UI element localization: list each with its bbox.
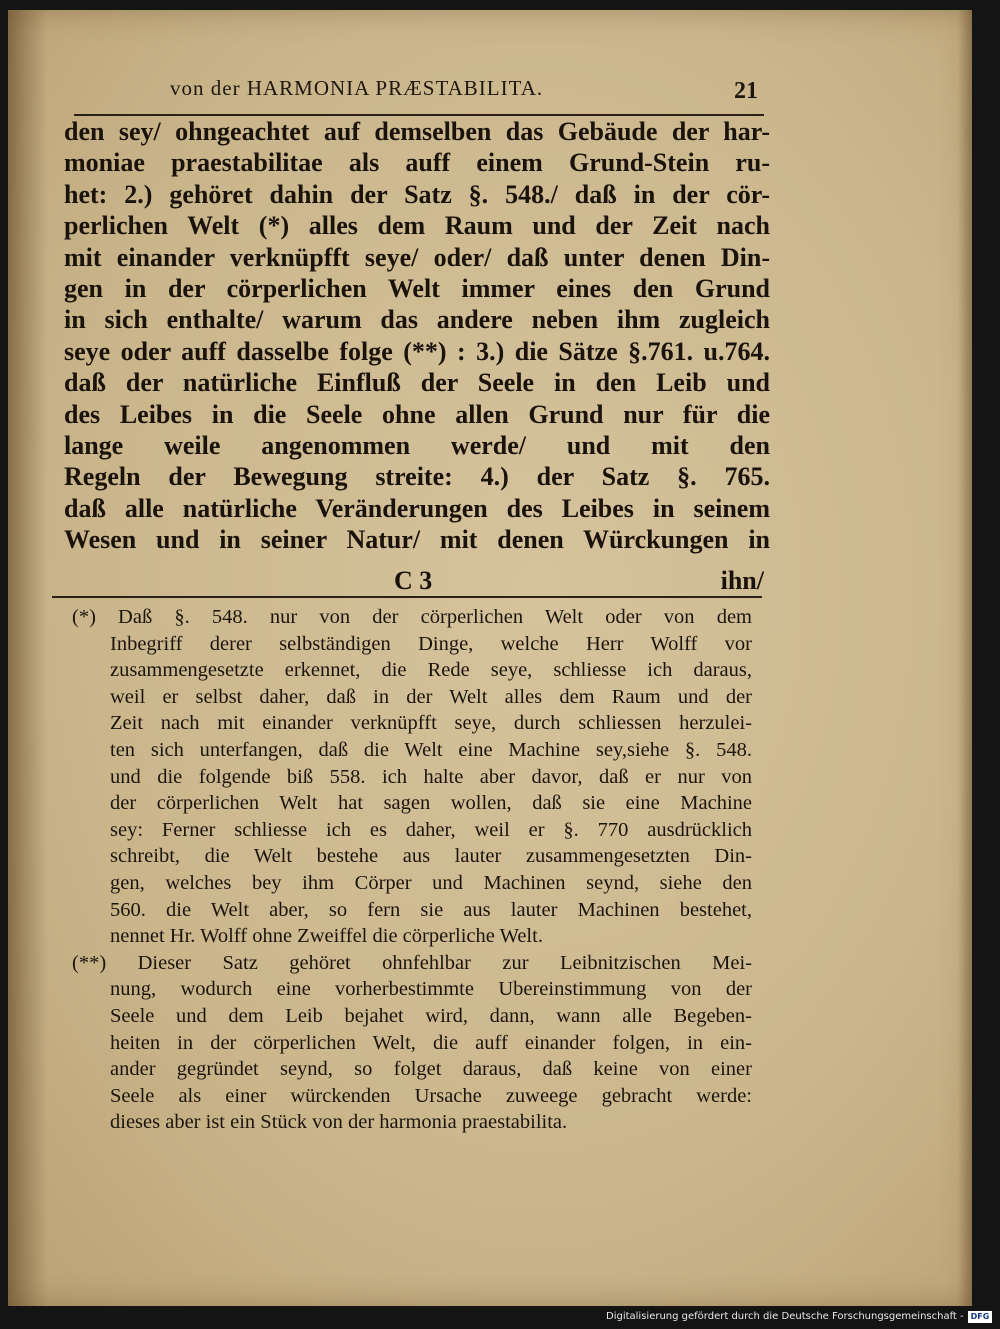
main-text-line: den sey/ ohngeachtet auf demselben das Gebäude der har- [64,117,770,146]
footnote-line: und die folgende biß 558. ich halte aber davor, daß er nur von [110,765,752,788]
footnote-line: ten sich unterfangen, daß die Welt eine Machine sey,siehe §. 548. [110,738,752,761]
footnote-line: Seele als einer würckenden Ursache zuweege gebracht werde: [110,1084,752,1107]
main-text-line: moniae praestabilitae als auff einem Grund-Stein ru- [64,148,770,178]
running-head: von der HARMONIA PRÆSTABILITA. [170,76,544,100]
catchword: ihn/ [720,566,764,595]
main-text-line: Regeln der Bewegung streite: 4.) der Satz §. 765. [64,462,770,492]
main-text-line: daß der natürliche Einfluß der Seele in den Leib und [64,368,770,398]
footnote-line: (*) Daß §. 548. nur von der cörperlichen Welt oder von dem [72,606,752,628]
main-text-line: daß alle natürliche Veränderungen des Leibes in seinem [64,493,770,523]
footnote-line: Zeit nach mit einander verknüpfft seye, durch schliessen herzulei- [110,712,752,735]
page-gutter-shadow [8,10,48,1306]
signature-row [64,566,764,596]
dfg-logo: DFG [968,1311,992,1323]
page-header [98,76,758,116]
footnote-line: der cörperlichen Welt hat sagen wollen, daß sie eine Machine [110,792,752,815]
main-text-line: in sich enthalte/ warum das andere neben ihm zugleich [64,305,770,335]
page-number: 21 [734,78,758,104]
footnote-line: Inbegriff derer selbständigen Dinge, welche Herr Wolff vor [110,632,752,655]
main-text-line: gen in der cörperlichen Welt immer eines den Grund [64,273,770,303]
book-page [8,10,972,1306]
footnote-line: 560. die Welt aber, so fern sie aus lauter Machinen bestehet, [110,898,752,921]
main-text-line: lange weile angenommen werde/ und mit den [64,430,770,460]
footnote-line: schreibt, die Welt bestehe aus lauter zusammengesetzten Din- [110,845,752,868]
main-text [64,116,770,555]
footnote-rule [52,596,762,598]
footnote-line: heiten in der cörperlichen Welt, die auff einander folgen, in ein- [110,1031,752,1054]
main-text-line: des Leibes in die Seele ohne allen Grund nur für die [64,399,770,429]
footnote-line: dieses aber ist ein Stück von der harmonia praestabilita. [110,1111,568,1134]
main-text-line: Wesen und in seiner Natur/ mit denen Würckungen in [64,525,770,555]
footnote-line: nennet Hr. Wolff ohne Zweiffel die cörperliche Welt. [110,925,543,948]
footnote-line: nung, wodurch eine vorherbestimmte Ubereinstimmung von der [110,978,752,1001]
main-text-line: perlichen Welt (*) alles dem Raum und der Zeit nach [64,211,770,241]
footnote-line: zusammengesetzte erkennet, die Rede seye, schliesse ich daraus, [110,659,752,682]
footnote-line: weil er selbst daher, daß in der Welt alles dem Raum und der [110,685,752,708]
main-text-line: mit einander verknüpfft seye/ oder/ daß unter denen Din- [64,242,770,272]
footnote-line: ander gegründet seynd, so folget daraus, daß keine von einer [110,1058,752,1081]
footnote-line: Seele und dem Leib bejahet wird, dann, wann alle Begeben- [110,1004,752,1027]
footnote-line: gen, welches bey ihm Cörper und Machinen seynd, siehe den [110,871,752,894]
footnote-line: (**) Dieser Satz gehöret ohnfehlbar zur Leibnitzischen Mei- [72,951,752,974]
footnotes [72,604,752,1136]
main-text-line: seye oder auff dasselbe folge (**) : 3.) die Sätze §.761. u.764. [64,336,770,366]
page-edge-shadow [958,10,972,1306]
digitization-credit: Digitalisierung gefördert durch die Deutsche Forschungsgemeinschaft - [606,1311,964,1322]
main-text-line: het: 2.) gehöret dahin der Satz §. 548./ daß in der cör- [64,179,770,209]
signature-mark: C 3 [394,566,433,595]
footnote-line: sey: Ferner schliesse ich es daher, weil er §. 770 ausdrücklich [110,818,752,841]
